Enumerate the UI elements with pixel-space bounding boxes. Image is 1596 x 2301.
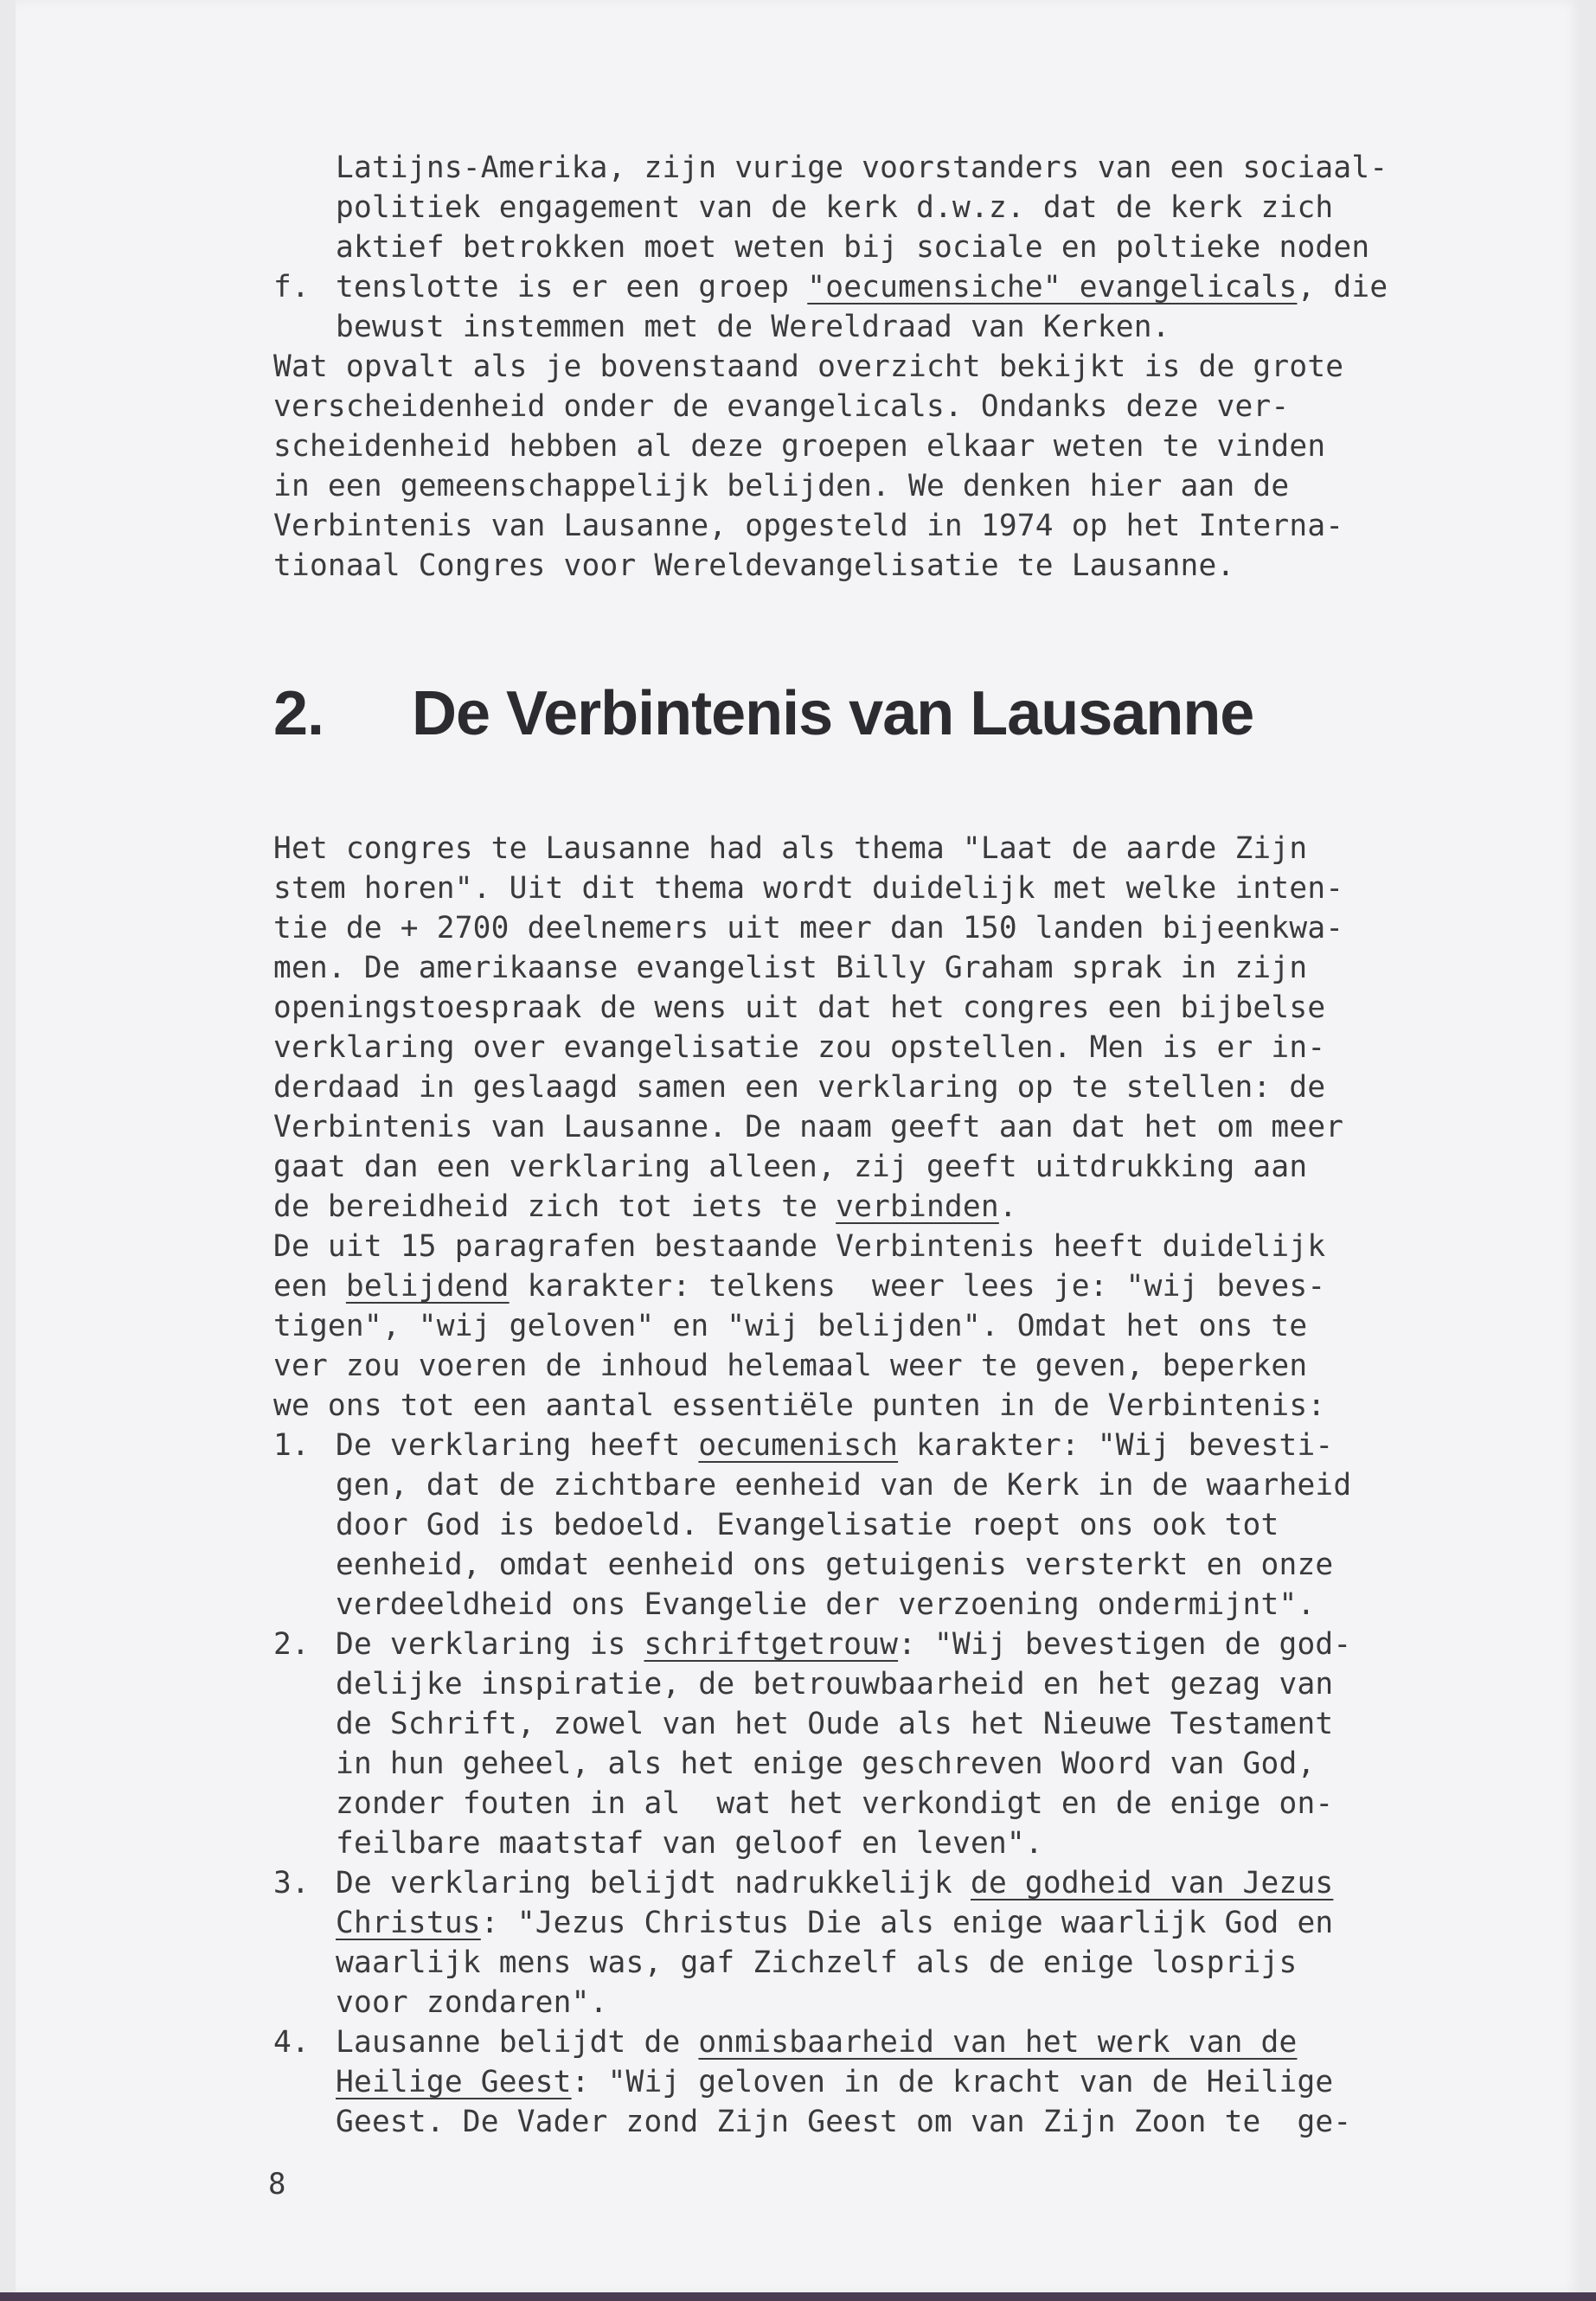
text-line: Verbintenis van Lausanne. De naam geeft aan dat het om meer <box>273 1110 1344 1144</box>
text-run: karakter: "Wij bevesti- <box>898 1428 1334 1463</box>
text-line: verdeeldheid ons Evangelie der verzoening ondermijnt". <box>336 1587 1316 1622</box>
text-line: Verbintenis van Lausanne, opgesteld in 1974 op het Interna- <box>273 509 1344 543</box>
text-line: door God is bedoeld. Evangelisatie roept ons ook tot <box>336 1508 1279 1542</box>
underlined-phrase: oecumenisch <box>698 1428 899 1463</box>
text-line: we ons tot een aantal essentiële punten in de Verbintenis: <box>273 1388 1326 1423</box>
text-line: aktief betrokken moet weten bij sociale en poltieke noden <box>336 230 1370 265</box>
underlined-phrase: verbinden <box>836 1189 999 1224</box>
text-line: eenheid, omdat eenheid ons getuigenis versterkt en onze <box>336 1548 1334 1582</box>
text-line <box>336 2022 1297 2062</box>
underlined-phrase: de godheid van Jezus <box>970 1866 1334 1900</box>
text-line: De uit 15 paragrafen bestaande Verbintenis heeft duidelijk <box>273 1229 1326 1264</box>
text-line: scheidenheid hebben al deze groepen elkaar weten te vinden <box>273 429 1326 464</box>
text-line: verklaring over evangelisatie zou opstellen. Men is er in- <box>273 1030 1326 1065</box>
text-line: in hun geheel, als het enige geschreven Woord van God, <box>336 1747 1316 1781</box>
text-line: derdaad in geslaagd samen een verklaring op te stellen: de <box>273 1070 1326 1105</box>
page-number: 8 <box>268 2167 286 2202</box>
text-run: tenslotte is er een groep <box>336 270 808 304</box>
scan-bottom-edge <box>0 2292 1596 2301</box>
text-line: ver zou voeren de inhoud helemaal weer te geven, beperken <box>273 1349 1308 1383</box>
section-title: De Verbintenis van Lausanne <box>412 679 1254 748</box>
text-line: feilbare maatstaf van geloof en leven". <box>336 1826 1043 1861</box>
text-run: Lausanne belijdt de <box>336 2025 699 2060</box>
text-run: : "Jezus Christus Die als enige waarlijk God en <box>480 1906 1334 1940</box>
section-number: 2. <box>273 679 324 748</box>
text-run: : "Wij bevestigen de god- <box>898 1627 1352 1662</box>
list-marker: 3. <box>273 1866 310 1900</box>
text-run: karakter: telkens weer lees je: "wij beves- <box>509 1269 1326 1304</box>
underlined-phrase: schriftgetrouw <box>644 1627 899 1662</box>
underlined-phrase: Heilige Geest <box>336 2065 572 2099</box>
text-run: de bereidheid zich tot iets te <box>273 1189 836 1224</box>
text-line: tigen", "wij geloven" en "wij belijden". Omdat het ons te <box>273 1309 1308 1343</box>
list-marker: 4. <box>273 2025 310 2060</box>
text-line: men. De amerikaanse evangelist Billy Graham sprak in zijn <box>273 951 1308 985</box>
underlined-phrase: belijdend <box>345 1269 510 1304</box>
text-line: verscheidenheid onder de evangelicals. Ondanks deze ver- <box>273 389 1290 424</box>
text-line: politiek engagement van de kerk d.w.z. dat de kerk zich <box>336 190 1334 225</box>
text-line <box>273 1266 1325 1306</box>
text-run: De verklaring belijdt nadrukkelijk <box>336 1866 971 1900</box>
underlined-phrase: Christus <box>336 1906 481 1940</box>
underlined-phrase: onmisbaarheid van het werk van de <box>698 2025 1298 2060</box>
text-line: zonder fouten in al wat het verkondigt en de enige on- <box>336 1786 1334 1821</box>
text-line: Geest. De Vader zond Zijn Geest om van Zijn Zoon te ge- <box>336 2105 1352 2139</box>
list-marker: 2. <box>273 1627 310 1662</box>
text-line: gen, dat de zichtbare eenheid van de Kerk in de waarheid <box>336 1468 1352 1503</box>
page <box>16 0 1581 2294</box>
text-line <box>336 1903 1333 1943</box>
text-line: tie de + 2700 deelnemers uit meer dan 150 landen bijeenkwa- <box>273 911 1344 945</box>
text-line: Latijns-Amerika, zijn vurige voorstanders van een sociaal- <box>336 151 1388 185</box>
text-line <box>336 1863 1333 1903</box>
text-line <box>273 1187 1017 1227</box>
text-run: , die <box>1297 270 1388 304</box>
text-run: . <box>998 1189 1017 1224</box>
list-marker: f. <box>273 270 310 304</box>
text-line: Wat opvalt als je bovenstaand overzicht bekijkt is de grote <box>273 349 1344 384</box>
text-line: stem horen". Uit dit thema wordt duidelijk met welke inten- <box>273 871 1344 906</box>
text-line: tionaal Congres voor Wereldevangelisatie te Lausanne. <box>273 548 1235 583</box>
text-run: De verklaring heeft <box>336 1428 699 1463</box>
text-line <box>336 1426 1333 1465</box>
text-run: een <box>273 1269 346 1304</box>
text-run: : "Wij geloven in de kracht van de Heilige <box>571 2065 1334 2099</box>
text-line <box>336 1625 1351 1664</box>
text-line: waarlijk mens was, gaf Zichzelf als de enige losprijs <box>336 1945 1298 1980</box>
text-line: voor zondaren". <box>336 1985 608 2020</box>
text-line: delijke inspiratie, de betrouwbaarheid en het gezag van <box>336 1667 1334 1702</box>
text-run: De verklaring is <box>336 1627 644 1662</box>
section-heading <box>273 675 1253 753</box>
text-line <box>336 267 1388 307</box>
list-marker: 1. <box>273 1428 310 1463</box>
text-line: de Schrift, zowel van het Oude als het Nieuwe Testament <box>336 1707 1334 1741</box>
text-line: Het congres te Lausanne had als thema "Laat de aarde Zijn <box>273 831 1308 866</box>
underlined-phrase: "oecumensiche" evangelicals <box>807 270 1298 304</box>
text-line: bewust instemmen met de Wereldraad van Kerken. <box>336 310 1170 344</box>
text-line: openingstoespraak de wens uit dat het congres een bijbelse <box>273 990 1326 1025</box>
text-line: gaat dan een verklaring alleen, zij geeft uitdrukking aan <box>273 1150 1308 1184</box>
text-line <box>336 2062 1333 2102</box>
text-line: in een gemeenschappelijk belijden. We denken hier aan de <box>273 469 1290 503</box>
